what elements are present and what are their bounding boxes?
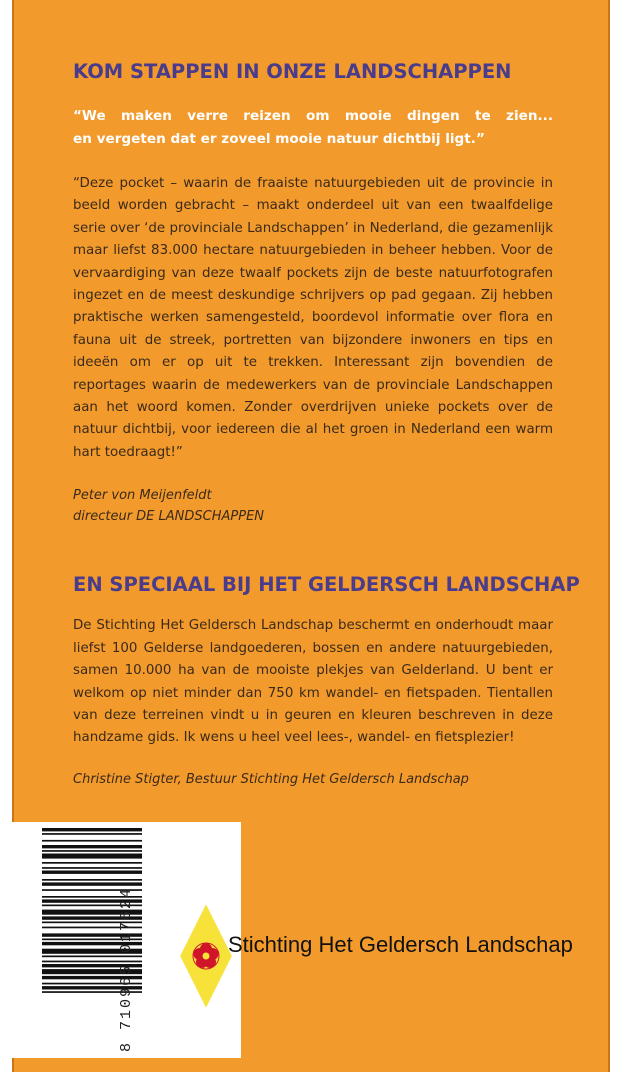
geldersch-landschap-logo-icon [177,900,235,1012]
section2-heading: EN SPECIAAL BIJ HET GELDERSCH LANDSCHAP [73,573,580,597]
section2-signature: Christine Stigter, Bestuur Stichting Het Geldersch Landschap [73,771,469,787]
section1-body: “Deze pocket – waarin de fraaiste natuurgebieden uit de provincie in beeld worden gebracht – maakt onderdeel uit van een twaalfdelige serie over ‘de provinciale Landschappen’ in Nederland, die gezamenlijk maar liefst 83.000 hectare natuurgebieden in beheer hebben. Voor de vervaardiging van deze twaalf pockets zijn de beste natuurfotografen ingezet en de meest deskundige schrijvers op pad gegaan. Zij hebben praktische werken samengesteld, boordevol informatie over flora en fauna uit de streek, portretten van bijzondere inwoners en tips en ideeën om er op uit te trekken. Interessant zijn bovendien de reportages waarin de medewerkers van de provinciale Landschappen aan het woord komen. Zonder overdrijven unieke pockets over de natuur dichtbij, voor iedereen die al het groen in Nederland een warm hart toedraagt!” [73,176,553,460]
section1-signature [73,485,553,527]
signature-name: Peter von Meijenfeldt [73,488,212,504]
publisher-name: Stichting Het Geldersch Landschap [228,932,573,957]
intro-quote [73,105,553,151]
intro-quote-line2: en vergeten dat er zoveel mooie natuur dichtbij ligt.” [73,131,485,147]
section1-heading: KOM STAPPEN IN ONZE LANDSCHAPPEN [73,60,512,83]
issn-text: ISSN 1567-0783 [146,820,161,943]
cover-text [73,60,580,790]
section2-body: De Stichting Het Geldersch Landschap beschermt en onderhoudt maar liefst 100 Gelderse landgoederen, bossen en andere natuurgebieden, samen 10.000 ha van de mooiste plekjes van Gelderland. U bent er welkom op niet minder dan 750 km wandel- en fietspaden. Tientallen van deze terreinen vindt u in geuren en kleuren beschreven in deze handzame gids. Ik wens u heel veel lees-, wandel- en fietsplezier! [73,618,553,746]
intro-quote-line1: “We maken verre reizen om mooie dingen te zien... [73,108,553,124]
barcode-label: 8 710965 017624 [12,822,241,1058]
price-text: ƒ 15.00 - € 6.80 [166,825,181,946]
signature-title: directeur DE LANDSCHAPPEN [73,509,265,525]
